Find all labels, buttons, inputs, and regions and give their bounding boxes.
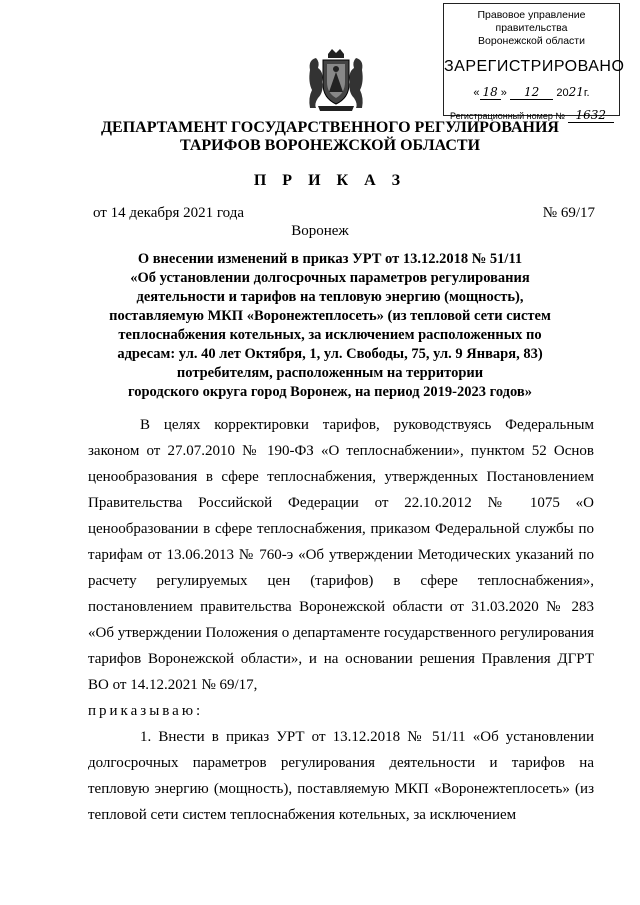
- stamp-date-year-prefix: 20: [556, 87, 569, 99]
- title-line: «Об установлении долгосрочных параметров регулирования: [130, 270, 530, 286]
- stamp-org-line-1: Правовое управление правительства: [477, 9, 586, 34]
- document-city: Воронеж: [291, 223, 349, 239]
- stamp-reg-number-value: 1632: [568, 108, 615, 123]
- document-number: № 69/17: [542, 205, 595, 221]
- title-line: городского округа город Воронеж, на период 2019-2023 годов»: [127, 384, 532, 400]
- stamp-date: « 18 » 12 2021г.: [473, 85, 590, 99]
- department-name: [60, 119, 600, 155]
- preamble-paragraph: В целях корректировки тарифов, руководствуясь Федеральным законом от 27.07.2010 № 190-ФЗ «О теплоснабжении», пунктом 52 Основ ценообразования в сфере теплоснабжения, утвержденных Постановлением Правительства Российской Федерации от 22.10.2012 № 1075 «О ценообразовании в сфере теплоснабжения, приказом Федеральной службы по тарифам от 13.06.2013 № 760-э «Об утверждении Методических указаний по расчету регулируемых цен (тарифов) в сфере теплоснабжения», постановлением правительства Воронежской области от 31.03.2020 № 283 «Об утверждении Положения о департаменте государственного регулирования тарифов Воронежской области», и на основании решения Правления ДГРТ ВО от 14.12.2021 № 69/17,: [88, 417, 594, 693]
- department-line-1: ДЕПАРТАМЕНТ ГОСУДАРСТВЕННОГО РЕГУЛИРОВАНИЯ: [101, 119, 559, 136]
- stamp-registered-label: ЗАРЕГИСТРИРОВАНО: [444, 58, 625, 75]
- document-body: [88, 412, 594, 828]
- registration-stamp: [443, 3, 625, 122]
- title-line: теплоснабжения котельных, за исключением расположенных по: [118, 327, 542, 343]
- stamp-reg-number-label: Регистрационный номер №: [450, 111, 566, 121]
- department-line-2: ТАРИФОВ ВОРОНЕЖСКОЙ ОБЛАСТИ: [179, 137, 481, 154]
- stamp-date-day: 18: [480, 85, 501, 100]
- stamp-organization: [444, 9, 619, 48]
- document-title: [95, 250, 565, 402]
- document-date: от 14 декабря 2021 года: [93, 205, 245, 221]
- title-line: О внесении изменений в приказ УРТ от 13.12.2018 № 51/11: [137, 251, 523, 267]
- title-line: потребителям, расположенным на территории: [176, 365, 484, 381]
- stamp-org-line-2: Воронежской области: [478, 35, 585, 47]
- title-line: деятельности и тарифов на тепловую энергию (мощность),: [136, 289, 524, 305]
- title-line: адресам: ул. 40 лет Октября, 1, ул. Свободы, 75, ул. 9 Января, 83): [117, 346, 543, 362]
- stamp-date-year-suffix: 21: [568, 85, 584, 99]
- order-word: приказываю:: [88, 703, 204, 719]
- title-line: поставляемую МКП «Воронежтеплосеть» (из тепловой сети систем: [109, 308, 551, 324]
- document-type: П Р И К А З: [253, 172, 407, 189]
- coat-of-arms-icon: [306, 48, 366, 112]
- stamp-date-month: 12: [510, 85, 553, 100]
- clause-1-paragraph: 1. Внести в приказ УРТ от 13.12.2018 № 51/11 «Об установлении долгосрочных параметров регулирования деятельности и тарифов на тепловую энергию (мощность), поставляемую МКП «Воронежтеплосеть» (из тепловой сети систем теплоснабжения котельных, за исключением: [88, 729, 594, 823]
